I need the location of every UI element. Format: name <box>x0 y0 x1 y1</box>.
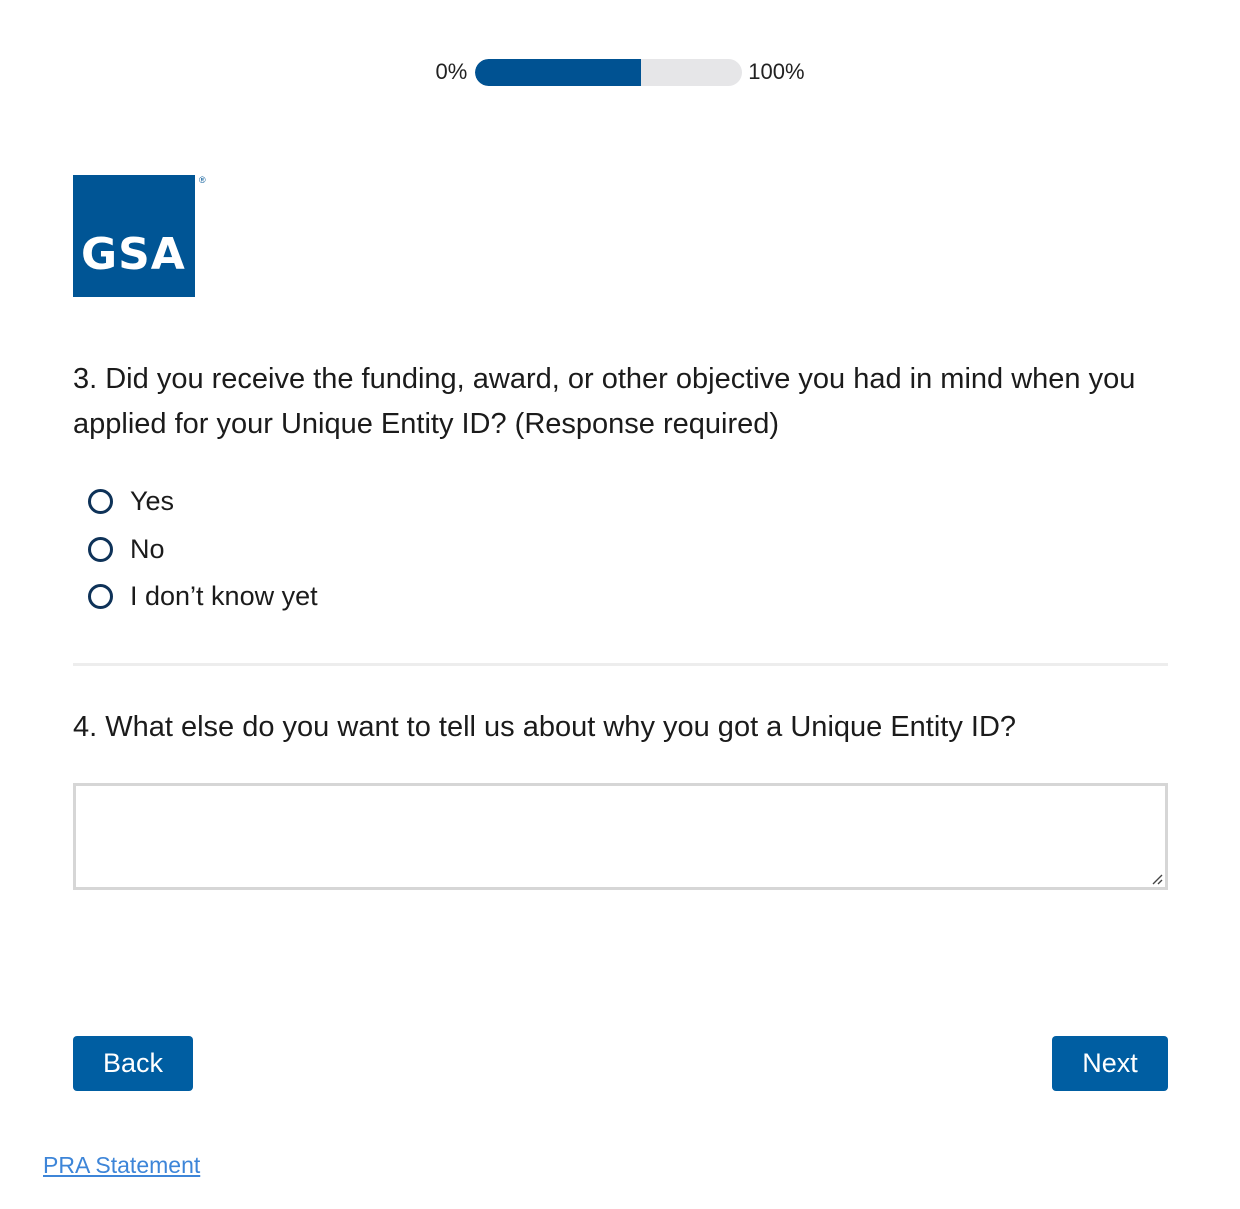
progress-max-label: 100% <box>748 59 805 84</box>
next-button[interactable]: Next <box>1052 1036 1168 1091</box>
question-4-text: 4. What else do you want to tell us about why you got a Unique Entity ID? <box>73 711 1017 743</box>
section-divider <box>73 663 1168 666</box>
radio-no[interactable] <box>88 537 113 562</box>
progress-fill <box>475 59 641 86</box>
progress-indicator <box>0 58 1240 86</box>
back-button[interactable]: Back <box>73 1036 193 1091</box>
option-dont-know-yet[interactable] <box>88 573 318 621</box>
option-yes-label: Yes <box>130 486 175 517</box>
registered-mark: ® <box>199 175 206 185</box>
option-yes[interactable] <box>88 478 318 526</box>
option-no-label: No <box>130 533 165 564</box>
gsa-logo <box>73 175 195 297</box>
radio-dont-know-yet[interactable] <box>88 584 113 609</box>
question-3-text: 3. Did you receive the funding, award, or other objective you had in mind when you applied for your Unique Entity ID? (Response required) <box>73 363 1136 440</box>
resize-handle-icon[interactable] <box>1150 872 1163 885</box>
question-3-options <box>88 478 318 621</box>
option-no[interactable] <box>88 526 318 574</box>
question-4-textarea[interactable] <box>73 783 1168 890</box>
pra-statement-link[interactable]: PRA Statement <box>43 1152 201 1178</box>
gsa-logo-text: GSA <box>81 229 186 280</box>
option-dont-know-yet-label: I don’t know yet <box>130 581 318 612</box>
radio-yes[interactable] <box>88 489 113 514</box>
progress-min-label: 0% <box>435 59 468 84</box>
progress-track <box>475 59 742 86</box>
